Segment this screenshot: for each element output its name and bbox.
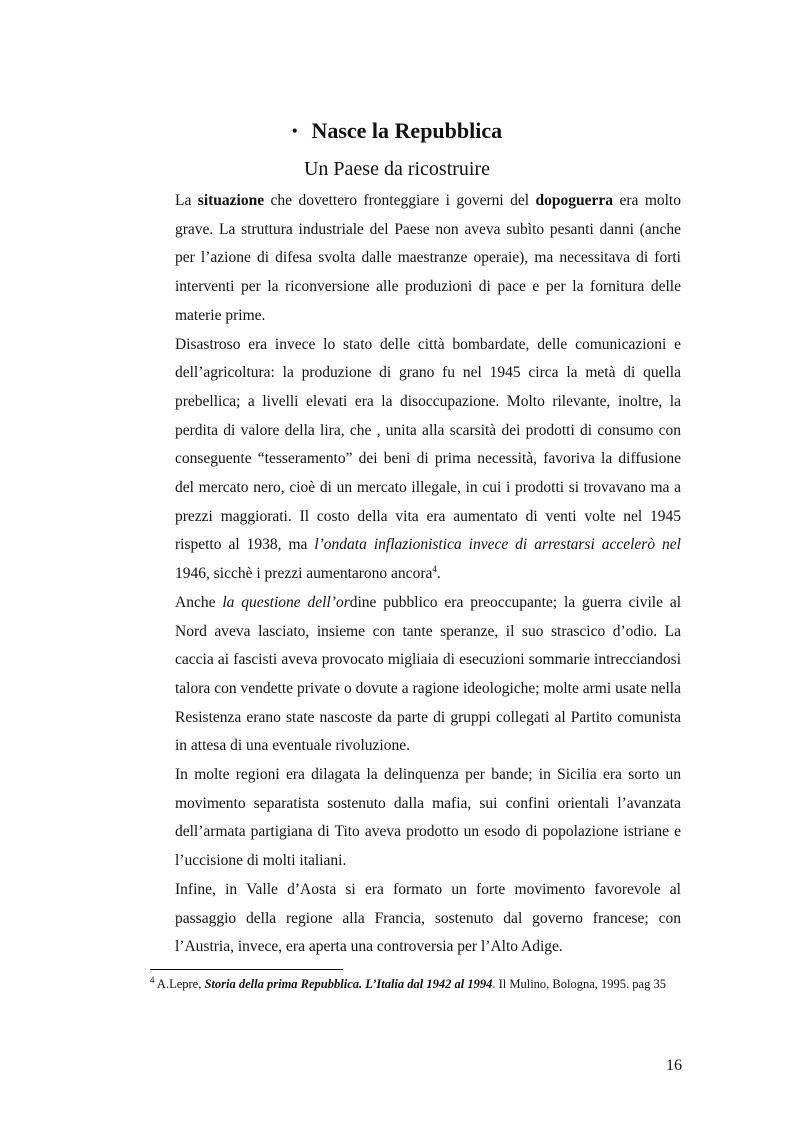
footnote-reference[interactable]: 4 <box>432 563 437 574</box>
section-heading <box>0 116 794 147</box>
text-run: era molto grave. La struttura industriale del Paese non aveva subìto pesanti danni (anche per l’azione di difesa svolta dalle maestranze operaie), ma necessitava di forti interventi per la riconversione alle produzioni di pace e per la fornitura delle materie prime. <box>175 192 681 324</box>
bullet-icon: • <box>291 123 298 140</box>
page-number: 16 <box>666 1057 682 1074</box>
text-run: . <box>436 565 441 583</box>
text-run: che dovettero fronteggiare i governi del <box>264 192 536 209</box>
text-run: 1946, sicchè i prezzi aumentarono ancora <box>175 565 433 583</box>
paragraph-2 <box>175 331 681 589</box>
italic-phrase: la questione dell’or <box>222 593 350 611</box>
paragraph-3 <box>175 589 681 761</box>
footnote <box>150 976 670 993</box>
bold-term: situazione <box>197 192 265 209</box>
footnote-divider <box>150 969 343 970</box>
footnote-book-title: Storia della prima Repubblica. L’Italia dal 1942 al 1994 <box>204 977 493 991</box>
footnote-marker: 4 <box>150 974 155 985</box>
text-run: dine pubblico era preoccupante; la guerra civile al Nord aveva lasciato, insieme con tante speranze, il suo strascico d’odio. La caccia ai fascisti aveva provocato migliaia di esecuzioni sommarie intrecciandosi talora con vendette private o dovute a ragione ideologiche; molte armi usate nella Resistenza erano state nascoste da parte di gruppi collegati al Partito comunista in attesa di una eventuale rivoluzione. <box>175 593 682 755</box>
paragraph-5: Infine, in Valle d’Aosta si era formato un forte movimento favorevole al passaggio della regione alla Francia, sostenuto dal governo francese; con l’Austria, invece, era aperta una controversia per l’Alto Adige. <box>175 880 681 956</box>
text-run: Disastroso era invece lo stato delle città bombardate, delle comunicazioni e dell’agricoltura: la produzione di grano fu nel 1945 circa la metà di quella prebellica; a livelli elevati era la disoccupazione. Molto rilevante, inoltre, la perdita di valore della lira, che , unita alla scarsità dei prodotti di consumo con conseguente “tesseramento” dei beni di prima necessità, favoriva la diffusione del mercato nero, cioè di un mercato illegale, in cui i prodotti si trovavano ma a prezzi maggiorati. Il costo della vita era aumentato di venti volte nel 1945 rispetto al 1938, ma <box>175 335 681 554</box>
italic-phrase: l’ondata inflazionistica invece di arrestarsi accelerò nel <box>314 536 681 554</box>
footnote-author: A.Lepre, <box>154 977 205 991</box>
body-text <box>175 187 681 962</box>
footnote-publication: . Il Mulino, Bologna, 1995. pag 35 <box>492 977 666 991</box>
text-run: Anche <box>175 593 223 611</box>
paragraph-1 <box>175 187 681 331</box>
section-subtitle: Un Paese da ricostruire <box>303 158 491 180</box>
paragraph-4: In molte regioni era dilagata la delinquenza per bande; in Sicilia era sorto un movimento separatista sostenuto dalla mafia, sui confini orientali l’avanzata dell’armata partigiana di Tito aveva prodotto un esodo di popolazione istriane e l’uccisione di molti italiani. <box>175 766 681 870</box>
section-title: Nasce la Repubblica <box>311 118 503 143</box>
bold-term: dopoguerra <box>535 192 614 209</box>
text-run: La <box>175 192 198 209</box>
